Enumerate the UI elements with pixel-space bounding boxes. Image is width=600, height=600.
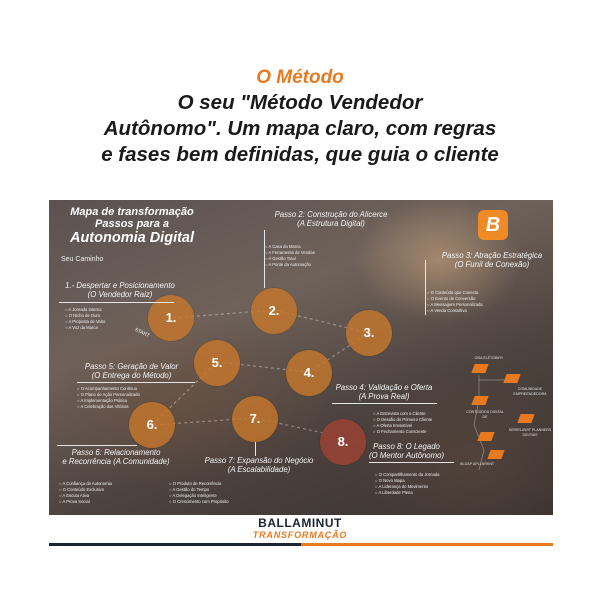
- brand-badge-icon: B: [478, 210, 508, 240]
- side-tag-label-5: IN-OAP APLLNRKNT: [459, 462, 495, 466]
- step-8-title-line-2: (O Mentor Autônomo): [368, 451, 445, 460]
- list-item: ○ A Escuta Ativa: [59, 493, 112, 499]
- map-title-line-1: Mapa de transformação: [70, 206, 194, 218]
- list-item: ○ A Venda Consultiva: [427, 308, 483, 314]
- list-item: ○ A Ponte da Automação: [265, 262, 315, 268]
- list-item: ○ A Confiança da Autonomia: [59, 481, 112, 487]
- footer-divider: [49, 543, 553, 546]
- list-item: ○ A Entrevista com o Cliente: [373, 411, 432, 417]
- list-item: ○ A Gestão do Tempo: [169, 487, 229, 493]
- list-item: ○ A Ferramenta de Vendas: [265, 250, 315, 256]
- step-5-title-line-2: (O Entrega do Método): [91, 371, 172, 380]
- side-tag-label-4: SERIRLUWIT PLANNERS DIGITAIS: [508, 428, 552, 437]
- list-item: ○ O Nicho de Ouro: [65, 313, 105, 319]
- step-circle-5: 5.: [194, 340, 240, 386]
- step-4-title-line-1: Passo 4: Validação e Oferta: [335, 383, 433, 392]
- list-item: ○ O Crescimento com Propósito: [169, 499, 229, 505]
- list-item: ○ A Casa da Marca: [265, 244, 315, 250]
- section-eyebrow: O Método: [256, 67, 344, 88]
- map-title-line-2: Passos para a: [95, 218, 169, 230]
- list-item: ○ A Proposta de Valor: [65, 319, 105, 325]
- page-heading: [0, 66, 600, 168]
- brand-tagline: TRANSFORMAÇÃO: [252, 530, 348, 540]
- step-circle-1: 1.: [148, 295, 194, 341]
- side-tag-label-2: COMUNIDADE EMPREENDEDORA: [513, 387, 547, 396]
- list-item: ○ O Desafio do Primeiro Cliente: [373, 417, 432, 423]
- start-label: START: [133, 326, 151, 340]
- transformation-map: [49, 200, 553, 515]
- brand-footer: [0, 516, 600, 541]
- step-6-title-line-1: Passo 6: Relacionamento: [71, 448, 161, 457]
- step-3-title-line-1: Passo 3: Atração Estratégica: [441, 251, 543, 260]
- list-item: ○ A Delegação Inteligente: [169, 493, 229, 499]
- list-item: ○ O Conteúdo que Conecta: [427, 290, 483, 296]
- list-item: ○ O Novo Mapa: [375, 478, 439, 484]
- list-item: ○ A Prova Social: [59, 499, 112, 505]
- list-item: ○ O Compartilhamento da Jornada: [375, 472, 439, 478]
- list-item: ○ A Celebração das Vitórias: [77, 404, 140, 410]
- list-item: ○ O Acompanhamento Contínuo: [77, 386, 140, 392]
- list-item: ○ A Jornada Interna: [65, 307, 105, 313]
- step-1-title-line-1: 1.- Despertar e Posicionamento: [65, 281, 175, 290]
- headline-line-3: e fases bem definidas, que guia o cliente: [101, 143, 499, 166]
- list-item: ○ A Oferta Irresistível: [373, 423, 432, 429]
- step-1-title-line-2: (O Vendedor Raiz): [87, 290, 153, 299]
- list-item: ○ A Liberdade Plena: [375, 490, 439, 496]
- list-item: ○ O Plano de Ação Personalizado: [77, 392, 140, 398]
- list-item: ○ A Mensagem Personalizada: [427, 302, 483, 308]
- headline-line-2: Autônomo". Um mapa claro, com regras: [103, 117, 497, 140]
- step-3-title-line-2: (O Funil de Conexão): [454, 260, 530, 269]
- step-circle-4: 4.: [286, 350, 332, 396]
- side-tag-label-1: ORA ELÉTOBIRY: [474, 356, 504, 360]
- step-4-title-line-2: (A Prova Real): [358, 392, 410, 401]
- headline-line-1: O seu "Método Vendedor: [177, 91, 423, 114]
- step-circle-3: 3.: [346, 310, 392, 356]
- step-5-title-line-1: Passo 5: Geração de Valor: [84, 362, 179, 371]
- list-item: ○ O Conteúdo Exclusivo: [59, 487, 112, 493]
- step-7-title-line-2: (A Escalabilidade): [227, 465, 291, 474]
- step-circle-6: 6.: [129, 402, 175, 448]
- list-item: ○ A Implementação Prática: [77, 398, 140, 404]
- list-item: ○ A Liderança do Movimento: [375, 484, 439, 490]
- list-item: ○ O Fechamento Consciente: [373, 429, 432, 435]
- map-title-line-3: Autonomia Digital: [69, 230, 195, 246]
- list-item: ○ O Evento de Conversão: [427, 296, 483, 302]
- step-6-title-line-2: e Recorrência (A Comunidade): [62, 457, 170, 466]
- step-2-title-line-1: Passo 2: Construção do Alicerce: [274, 210, 388, 219]
- brand-name: BALLAMINUT: [258, 516, 342, 530]
- list-item: ○ O Produto de Recorrência: [169, 481, 229, 487]
- step-8-title-line-1: Passo 8: O Legado: [373, 442, 440, 451]
- list-item: ○ A Voz da Marca: [65, 325, 105, 331]
- step-circle-2: 2.: [251, 288, 297, 334]
- map-subtitle: Seu Caminho: [61, 256, 104, 263]
- step-2-title-line-2: (A Estrutura Digital): [297, 219, 365, 228]
- side-tag-label-3: CONTEÚDOS DIGITAL DE: [466, 410, 504, 419]
- step-circle-8: 8.: [320, 419, 366, 465]
- list-item: ○ A Gestão Total: [265, 256, 315, 262]
- step-circle-7: 7.: [232, 396, 278, 442]
- step-7-title-line-1: Passo 7: Expansão do Negócio: [204, 456, 314, 465]
